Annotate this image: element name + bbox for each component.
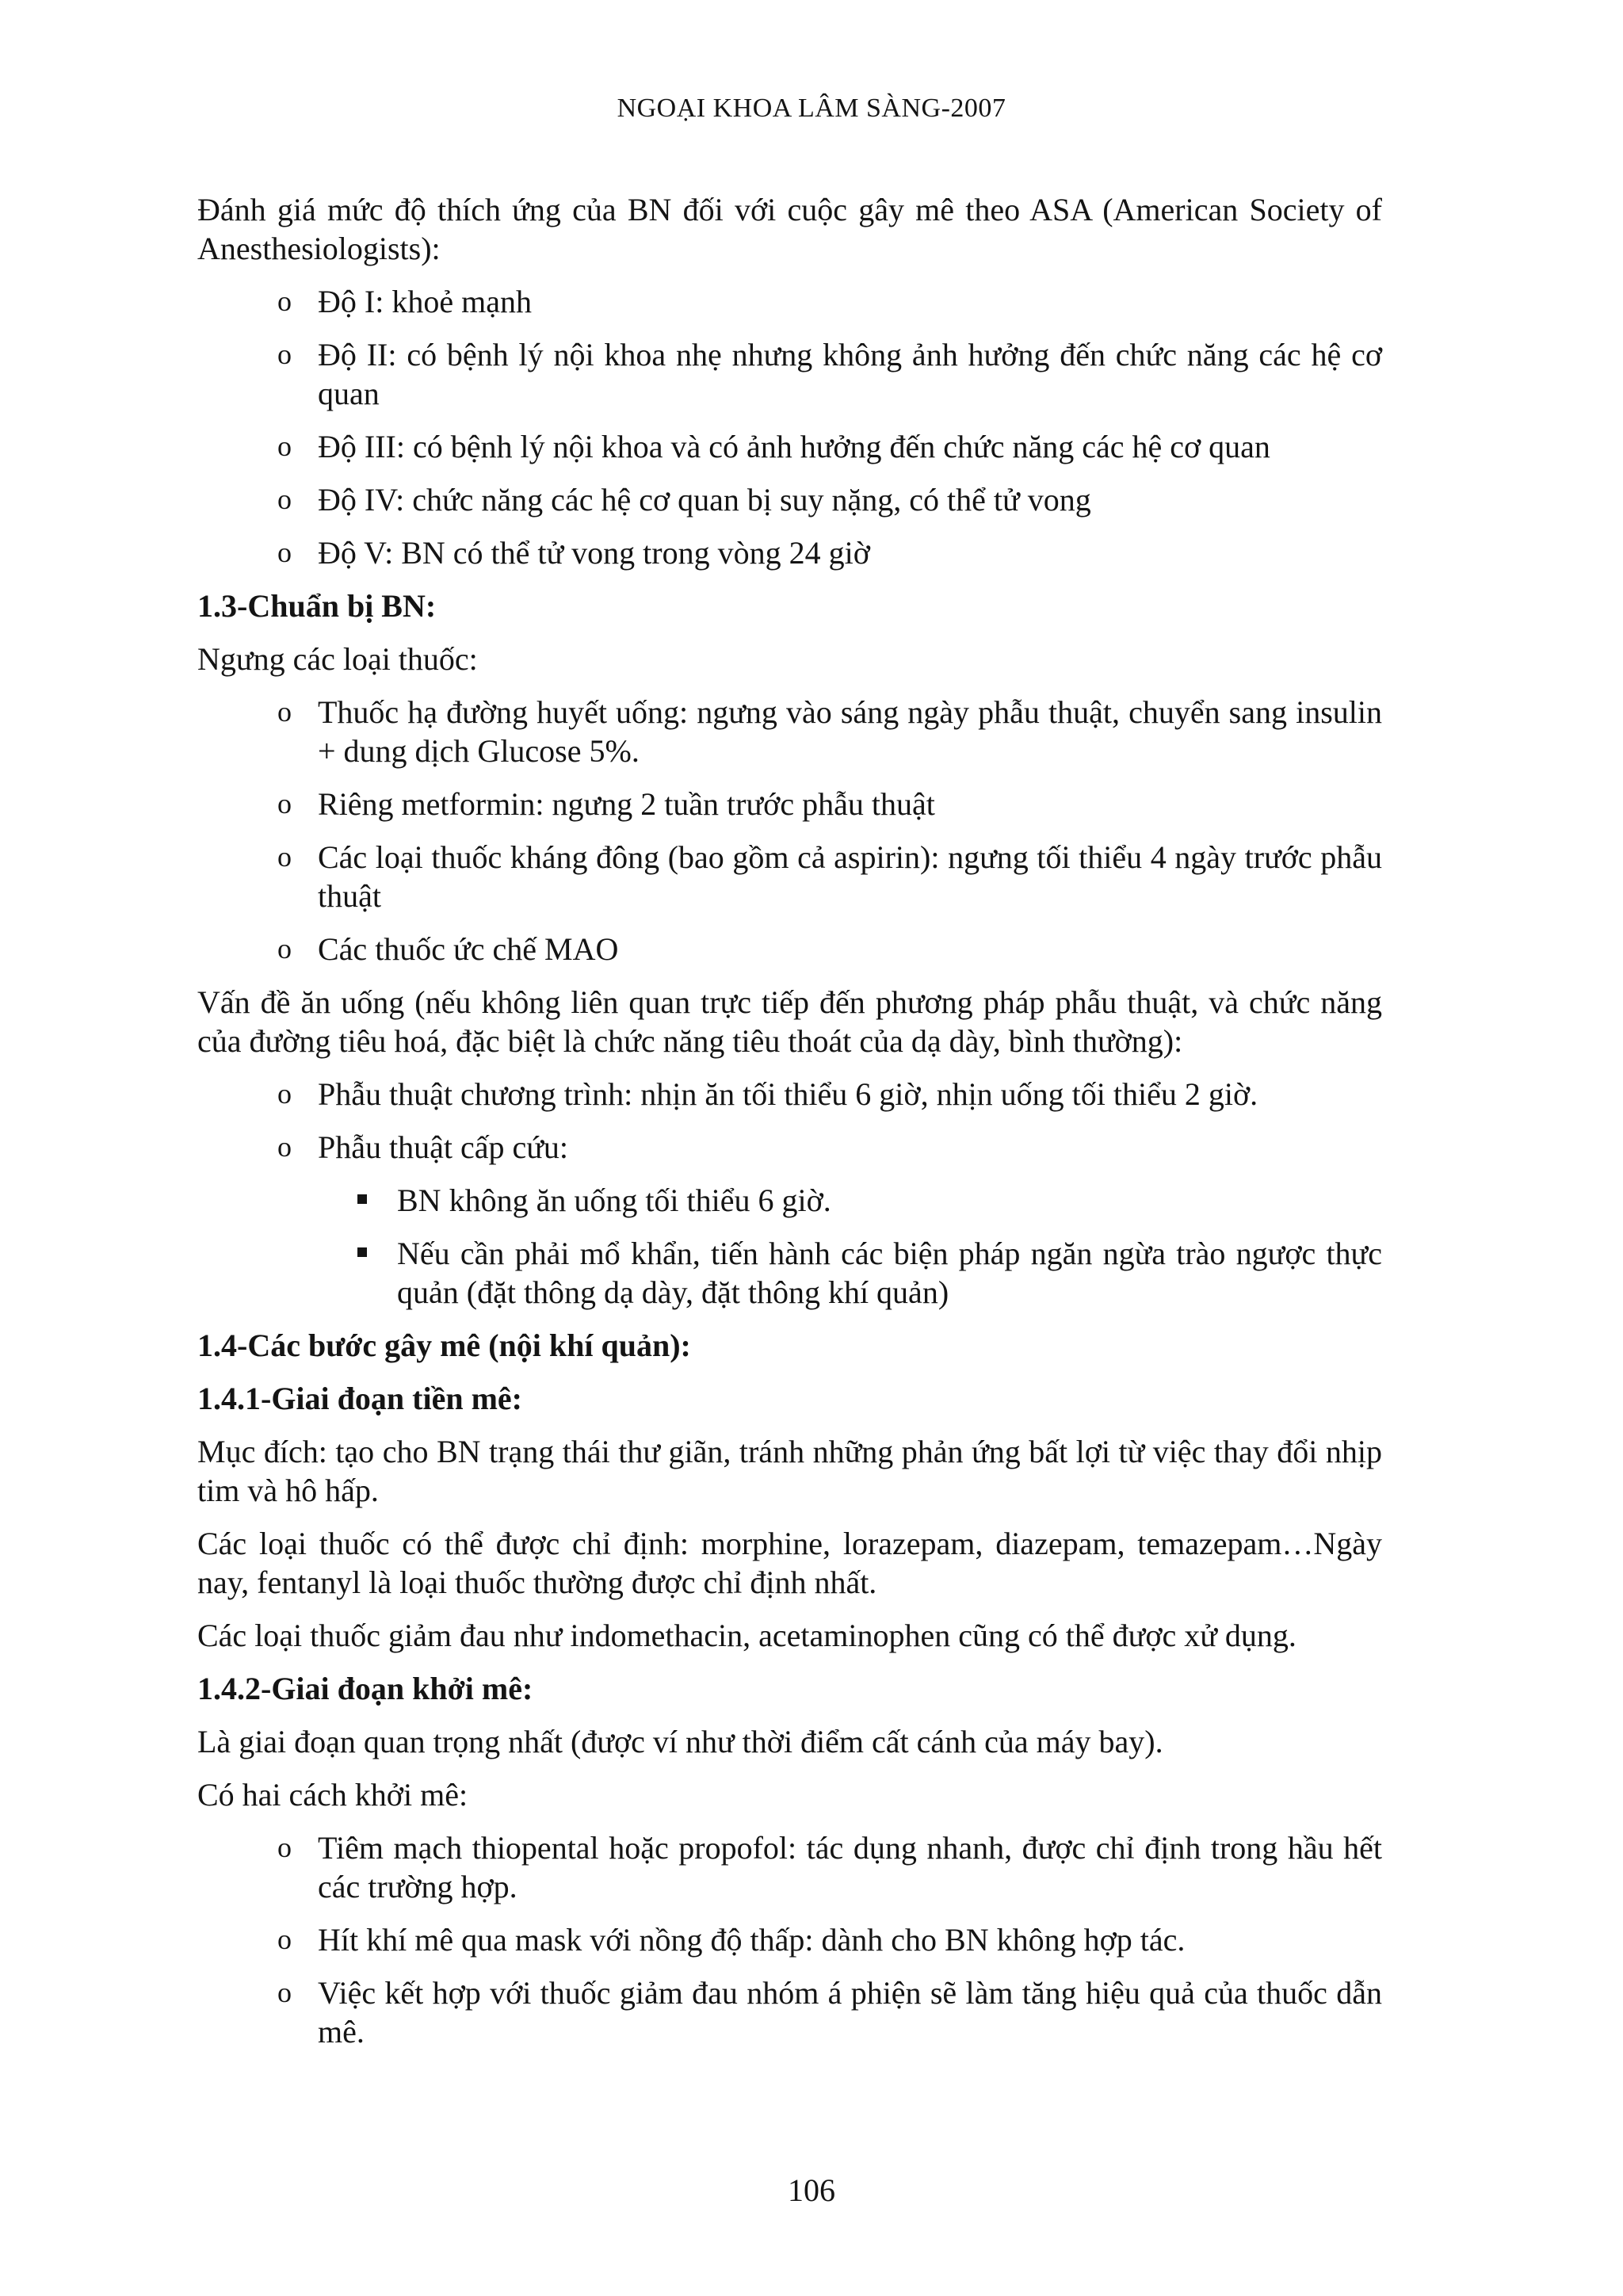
list-item: o Độ II: có bệnh lý nội khoa nhẹ nhưng không ảnh hưởng đến chức năng các hệ cơ quan	[277, 337, 1382, 411]
circle-bullet-icon: o	[277, 1078, 292, 1110]
list-item: o Các loại thuốc kháng đông (bao gồm cả aspirin): ngưng tối thiểu 4 ngày trước phẫu thuật	[277, 839, 1382, 914]
premed-purpose: Mục đích: tạo cho BN trạng thái thư giãn, tránh những phản ứng bất lợi từ việc thay đổi nhịp tim và hô hấp.	[197, 1434, 1382, 1508]
square-bullet-icon	[357, 1194, 367, 1204]
section-heading-1-4-1: 1.4.1-Giai đoạn tiền mê:	[197, 1381, 522, 1416]
list-item: o Phẫu thuật chương trình: nhịn ăn tối thiểu 6 giờ, nhịn uống tối thiểu 2 giờ.	[277, 1076, 1258, 1112]
circle-bullet-icon: o	[277, 1924, 292, 1955]
circle-bullet-icon: o	[277, 696, 292, 728]
circle-bullet-icon: o	[277, 285, 292, 317]
premed-analgesics: Các loại thuốc giảm đau như indomethacin, acetaminophen cũng có thể được xử dụng.	[197, 1618, 1296, 1653]
list-item: o Hít khí mê qua mask với nồng độ thấp: dành cho BN không hợp tác.	[277, 1922, 1186, 1958]
list-item: o Các thuốc ức chế MAO	[277, 931, 619, 967]
list-item: o Riêng metformin: ngưng 2 tuần trước phẫu thuật	[277, 786, 935, 822]
section-heading-1-3: 1.3-Chuẩn bị BN:	[197, 588, 437, 624]
asa-intro: Đánh giá mức độ thích ứng của BN đối với cuộc gây mê theo ASA (American Society of Anesthesiologists):	[197, 192, 1382, 266]
circle-bullet-icon: o	[277, 537, 292, 568]
list-item: o Độ V: BN có thể tử vong trong vòng 24 giờ	[277, 535, 870, 571]
list-item: o Phẫu thuật cấp cứu: BN không ăn uống tối thiểu 6 giờ. Nếu cần phải mổ khẩn, tiến hành các biện pháp ngăn ngừa trào ngược thực quản (đặt thông dạ dày, đặt thông khí quản)	[277, 1129, 1382, 1310]
induction-list	[197, 1828, 1382, 2051]
list-item: BN không ăn uống tối thiểu 6 giờ.	[397, 1181, 1382, 1220]
list-item: Nếu cần phải mổ khẩn, tiến hành các biện pháp ngăn ngừa trào ngược thực quản (đặt thông dạ dày, đặt thông khí quản)	[397, 1234, 1382, 1312]
section-heading-1-4-2: 1.4.2-Giai đoạn khởi mê:	[197, 1671, 533, 1706]
list-item: o Thuốc hạ đường huyết uống: ngưng vào sáng ngày phẫu thuật, chuyển sang insulin + dung dịch Glucose 5%.	[277, 694, 1382, 769]
drug-list	[197, 693, 1382, 968]
circle-bullet-icon: o	[277, 788, 292, 819]
eating-list	[197, 1075, 1382, 1312]
list-item: o Độ I: khoẻ mạnh	[277, 284, 532, 319]
induction-methods-label: Có hai cách khởi mê:	[197, 1777, 468, 1813]
circle-bullet-icon: o	[277, 338, 292, 370]
circle-bullet-icon: o	[277, 430, 292, 462]
page-body	[197, 190, 1382, 2065]
circle-bullet-icon: o	[277, 1977, 292, 2008]
circle-bullet-icon: o	[277, 841, 292, 873]
circle-bullet-icon: o	[277, 1832, 292, 1863]
circle-bullet-icon: o	[277, 1131, 292, 1163]
circle-bullet-icon: o	[277, 483, 292, 515]
page-number: 106	[788, 2172, 835, 2208]
section-heading-1-4: 1.4-Các bước gây mê (nội khí quản):	[197, 1328, 691, 1363]
list-item: o Độ IV: chức năng các hệ cơ quan bị suy nặng, có thể tử vong	[277, 482, 1091, 518]
list-item: o Việc kết hợp với thuốc giảm đau nhóm á phiện sẽ làm tăng hiệu quả của thuốc dẫn mê.	[277, 1975, 1382, 2050]
asa-list	[197, 282, 1382, 572]
list-item: o Độ III: có bệnh lý nội khoa và có ảnh hưởng đến chức năng các hệ cơ quan	[277, 429, 1270, 464]
list-item: o Tiêm mạch thiopental hoặc propofol: tác dụng nhanh, được chỉ định trong hầu hết các trường hợp.	[277, 1830, 1382, 1904]
premed-drugs: Các loại thuốc có thể được chỉ định: morphine, lorazepam, diazepam, temazepam…Ngày nay, fentanyl là loại thuốc thường được chỉ định nhất.	[197, 1526, 1382, 1600]
stop-drugs-label: Ngưng các loại thuốc:	[197, 641, 478, 677]
induction-importance: Là giai đoạn quan trọng nhất (được ví như thời điểm cất cánh của máy bay).	[197, 1724, 1163, 1759]
square-bullet-icon	[357, 1247, 367, 1257]
circle-bullet-icon: o	[277, 933, 292, 965]
eating-paragraph: Vấn đề ăn uống (nếu không liên quan trực tiếp đến phương pháp phẫu thuật, và chức năng của đường tiêu hoá, đặc biệt là chức năng tiêu thoát của dạ dày, bình thường):	[197, 984, 1382, 1059]
emergency-list	[318, 1181, 1382, 1312]
running-header: NGOẠI KHOA LÂM SÀNG-2007	[617, 94, 1006, 123]
